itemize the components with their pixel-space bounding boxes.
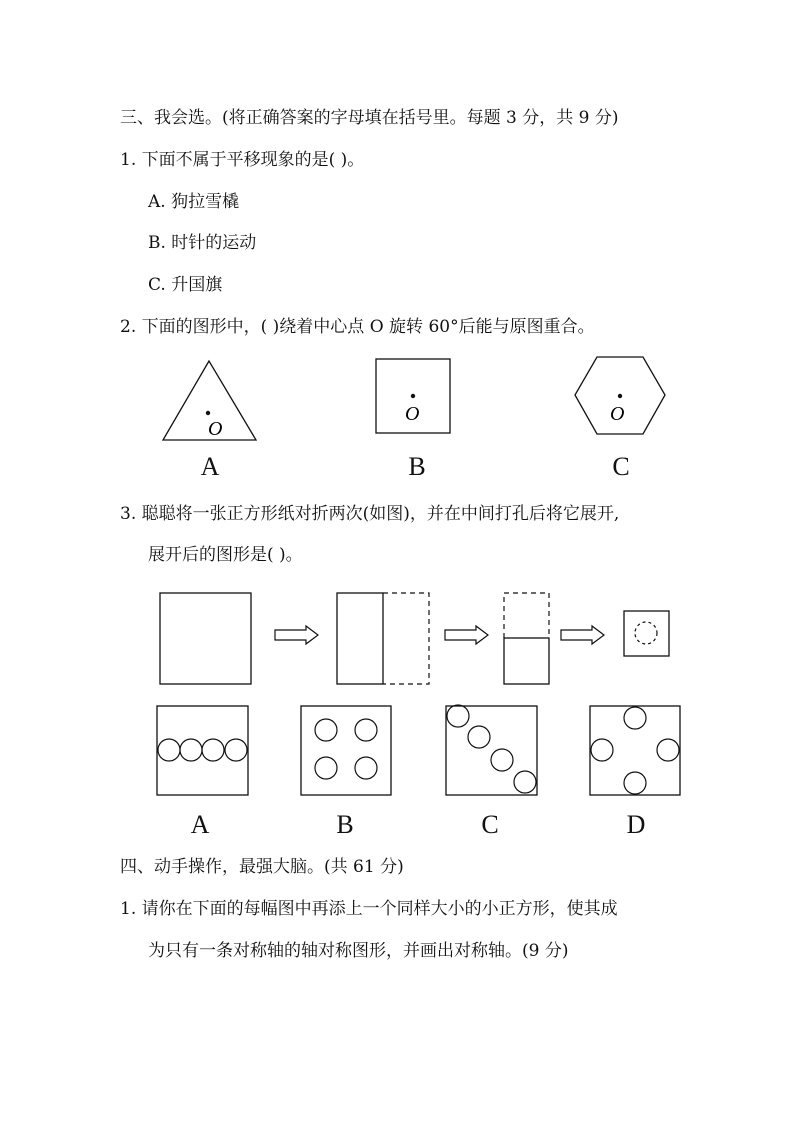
arrow-icon [561,626,604,644]
center-point-dot [411,394,415,398]
center-point-dot [206,411,210,415]
q3-option-d-figure [590,706,680,795]
q3-label-d: D [626,810,646,839]
q3-stem-line2: 展开后的图形是( )。 [148,545,303,565]
section4-heading: 四、动手操作，最强大脑。(共 61 分) [120,857,404,877]
q3-fold-step-3-quarter [504,593,549,684]
q3-label-c: C [481,810,499,839]
q2-label-c: C [612,452,630,481]
q3-label-a: A [190,810,210,839]
section4-q1-line2: 为只有一条对称轴的轴对称图形，并画出对称轴。(9 分) [148,941,569,961]
q3-fold-step-1-square [160,593,251,684]
center-point-dot [618,394,622,398]
q3-label-b: B [336,810,354,839]
q1-option-b: B. 时针的运动 [148,233,257,253]
section4-q1-line1: 1. 请你在下面的每幅图中再添上一个同样大小的小正方形，使其成 [120,899,618,919]
q3-stem-line1: 3. 聪聪将一张正方形纸对折两次(如图)，并在中间打孔后将它展开, [120,504,620,524]
q3-fold-step-2-half [337,593,429,684]
q2-stem: 2. 下面的图形中，( )绕着中心点 O 旋转 60°后能与原图重合。 [120,317,595,337]
q2-label-a: A [200,452,220,481]
q3-fold-step-4-punched [624,611,669,656]
q2-triangle-figure [163,361,256,440]
q3-option-c-figure [446,705,537,795]
q2-square-figure [376,359,450,433]
q2-hexagon-figure [575,357,665,434]
q1-option-a: A. 狗拉雪橇 [148,192,240,212]
q2-label-b: B [408,452,426,481]
arrow-icon [275,626,318,644]
section3-heading: 三、我会选。(将正确答案的字母填在括号里。每题 3 分，共 9 分) [120,108,619,128]
q1-option-c: C. 升国旗 [148,275,223,295]
center-point-label: O [208,418,223,440]
q3-option-b-figure [301,706,391,795]
q3-option-a-figure [157,706,248,795]
center-point-label: O [610,403,625,425]
q1-stem: 1. 下面不属于平移现象的是( )。 [120,150,365,170]
center-point-label: O [405,403,420,425]
arrow-icon [445,626,488,644]
